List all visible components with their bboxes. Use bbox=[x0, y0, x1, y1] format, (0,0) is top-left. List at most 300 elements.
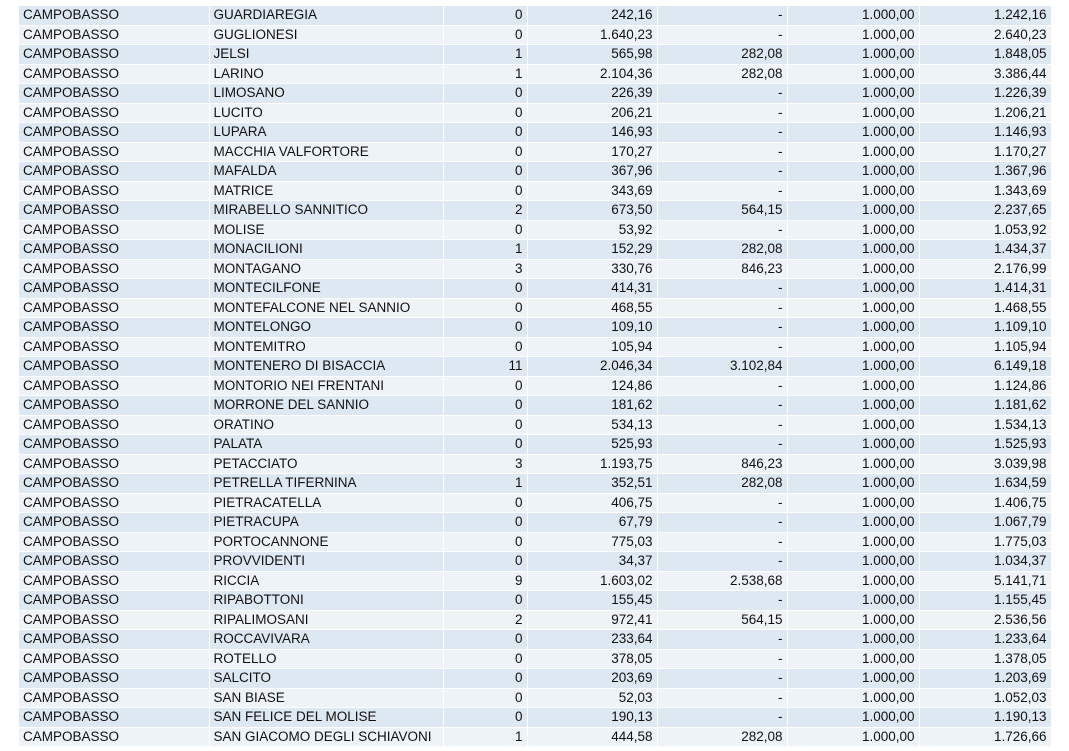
additional-amount-cell: - bbox=[657, 532, 787, 552]
province-cell: CAMPOBASSO bbox=[19, 630, 209, 650]
data-table bbox=[19, 6, 1052, 747]
count-cell: 0 bbox=[443, 279, 527, 299]
table-row bbox=[19, 25, 1051, 45]
table-row bbox=[19, 513, 1051, 533]
total-cell: 1.726,66 bbox=[919, 727, 1051, 747]
table-row bbox=[19, 201, 1051, 221]
amount-cell: 565,98 bbox=[527, 45, 657, 65]
municipality-cell: MONTELONGO bbox=[209, 318, 443, 338]
amount-cell: 525,93 bbox=[527, 435, 657, 455]
table-row bbox=[19, 64, 1051, 84]
province-cell: CAMPOBASSO bbox=[19, 669, 209, 689]
fixed-amount-cell: 1.000,00 bbox=[787, 688, 919, 708]
province-cell: CAMPOBASSO bbox=[19, 493, 209, 513]
province-cell: CAMPOBASSO bbox=[19, 435, 209, 455]
table-body bbox=[19, 6, 1051, 747]
fixed-amount-cell: 1.000,00 bbox=[787, 591, 919, 611]
table-row bbox=[19, 45, 1051, 65]
amount-cell: 146,93 bbox=[527, 123, 657, 143]
municipality-cell: GUARDIAREGIA bbox=[209, 6, 443, 25]
total-cell: 1.343,69 bbox=[919, 181, 1051, 201]
fixed-amount-cell: 1.000,00 bbox=[787, 84, 919, 104]
total-cell: 3.039,98 bbox=[919, 454, 1051, 474]
total-cell: 1.848,05 bbox=[919, 45, 1051, 65]
municipality-cell: SALCITO bbox=[209, 669, 443, 689]
total-cell: 1.534,13 bbox=[919, 415, 1051, 435]
additional-amount-cell: - bbox=[657, 630, 787, 650]
amount-cell: 2.104,36 bbox=[527, 64, 657, 84]
table-row bbox=[19, 259, 1051, 279]
count-cell: 0 bbox=[443, 591, 527, 611]
province-cell: CAMPOBASSO bbox=[19, 591, 209, 611]
total-cell: 1.203,69 bbox=[919, 669, 1051, 689]
fixed-amount-cell: 1.000,00 bbox=[787, 6, 919, 25]
additional-amount-cell: - bbox=[657, 396, 787, 416]
amount-cell: 367,96 bbox=[527, 162, 657, 182]
total-cell: 1.155,45 bbox=[919, 591, 1051, 611]
additional-amount-cell: - bbox=[657, 337, 787, 357]
amount-cell: 1.193,75 bbox=[527, 454, 657, 474]
fixed-amount-cell: 1.000,00 bbox=[787, 513, 919, 533]
province-cell: CAMPOBASSO bbox=[19, 162, 209, 182]
amount-cell: 406,75 bbox=[527, 493, 657, 513]
amount-cell: 972,41 bbox=[527, 610, 657, 630]
province-cell: CAMPOBASSO bbox=[19, 6, 209, 25]
province-cell: CAMPOBASSO bbox=[19, 337, 209, 357]
additional-amount-cell: - bbox=[657, 84, 787, 104]
amount-cell: 444,58 bbox=[527, 727, 657, 747]
total-cell: 1.109,10 bbox=[919, 318, 1051, 338]
municipality-cell: LUCITO bbox=[209, 103, 443, 123]
fixed-amount-cell: 1.000,00 bbox=[787, 201, 919, 221]
municipality-cell: RICCIA bbox=[209, 571, 443, 591]
total-cell: 1.052,03 bbox=[919, 688, 1051, 708]
table-row bbox=[19, 649, 1051, 669]
fixed-amount-cell: 1.000,00 bbox=[787, 552, 919, 572]
municipality-cell: MAFALDA bbox=[209, 162, 443, 182]
province-cell: CAMPOBASSO bbox=[19, 279, 209, 299]
additional-amount-cell: 846,23 bbox=[657, 259, 787, 279]
table-row bbox=[19, 357, 1051, 377]
amount-cell: 534,13 bbox=[527, 415, 657, 435]
province-cell: CAMPOBASSO bbox=[19, 454, 209, 474]
municipality-cell: LUPARA bbox=[209, 123, 443, 143]
count-cell: 0 bbox=[443, 532, 527, 552]
table-row bbox=[19, 376, 1051, 396]
additional-amount-cell: - bbox=[657, 6, 787, 25]
count-cell: 0 bbox=[443, 103, 527, 123]
table-row bbox=[19, 727, 1051, 747]
table-row bbox=[19, 240, 1051, 260]
municipality-cell: MACCHIA VALFORTORE bbox=[209, 142, 443, 162]
count-cell: 0 bbox=[443, 298, 527, 318]
municipality-cell: MORRONE DEL SANNIO bbox=[209, 396, 443, 416]
additional-amount-cell: 282,08 bbox=[657, 45, 787, 65]
count-cell: 0 bbox=[443, 630, 527, 650]
table-row bbox=[19, 571, 1051, 591]
fixed-amount-cell: 1.000,00 bbox=[787, 532, 919, 552]
fixed-amount-cell: 1.000,00 bbox=[787, 357, 919, 377]
province-cell: CAMPOBASSO bbox=[19, 298, 209, 318]
total-cell: 5.141,71 bbox=[919, 571, 1051, 591]
total-cell: 2.237,65 bbox=[919, 201, 1051, 221]
table-row bbox=[19, 337, 1051, 357]
province-cell: CAMPOBASSO bbox=[19, 142, 209, 162]
fixed-amount-cell: 1.000,00 bbox=[787, 435, 919, 455]
province-cell: CAMPOBASSO bbox=[19, 513, 209, 533]
table-row bbox=[19, 220, 1051, 240]
province-cell: CAMPOBASSO bbox=[19, 688, 209, 708]
total-cell: 1.181,62 bbox=[919, 396, 1051, 416]
count-cell: 9 bbox=[443, 571, 527, 591]
amount-cell: 414,31 bbox=[527, 279, 657, 299]
amount-cell: 673,50 bbox=[527, 201, 657, 221]
province-cell: CAMPOBASSO bbox=[19, 240, 209, 260]
fixed-amount-cell: 1.000,00 bbox=[787, 708, 919, 728]
additional-amount-cell: 282,08 bbox=[657, 240, 787, 260]
additional-amount-cell: 846,23 bbox=[657, 454, 787, 474]
province-cell: CAMPOBASSO bbox=[19, 571, 209, 591]
additional-amount-cell: - bbox=[657, 591, 787, 611]
municipality-cell: RIPABOTTONI bbox=[209, 591, 443, 611]
additional-amount-cell: 2.538,68 bbox=[657, 571, 787, 591]
total-cell: 1.170,27 bbox=[919, 142, 1051, 162]
count-cell: 0 bbox=[443, 318, 527, 338]
additional-amount-cell: - bbox=[657, 669, 787, 689]
municipality-cell: MONTORIO NEI FRENTANI bbox=[209, 376, 443, 396]
province-cell: CAMPOBASSO bbox=[19, 474, 209, 494]
count-cell: 3 bbox=[443, 259, 527, 279]
total-cell: 1.468,55 bbox=[919, 298, 1051, 318]
total-cell: 1.434,37 bbox=[919, 240, 1051, 260]
table-row bbox=[19, 84, 1051, 104]
total-cell: 1.367,96 bbox=[919, 162, 1051, 182]
total-cell: 1.034,37 bbox=[919, 552, 1051, 572]
count-cell: 0 bbox=[443, 84, 527, 104]
table-row bbox=[19, 142, 1051, 162]
province-cell: CAMPOBASSO bbox=[19, 396, 209, 416]
amount-cell: 2.046,34 bbox=[527, 357, 657, 377]
total-cell: 2.536,56 bbox=[919, 610, 1051, 630]
count-cell: 0 bbox=[443, 435, 527, 455]
additional-amount-cell: - bbox=[657, 493, 787, 513]
count-cell: 1 bbox=[443, 64, 527, 84]
table-row bbox=[19, 532, 1051, 552]
fixed-amount-cell: 1.000,00 bbox=[787, 259, 919, 279]
table-row bbox=[19, 630, 1051, 650]
count-cell: 0 bbox=[443, 708, 527, 728]
table-row bbox=[19, 396, 1051, 416]
count-cell: 0 bbox=[443, 415, 527, 435]
fixed-amount-cell: 1.000,00 bbox=[787, 493, 919, 513]
table-row bbox=[19, 474, 1051, 494]
total-cell: 1.067,79 bbox=[919, 513, 1051, 533]
amount-cell: 67,79 bbox=[527, 513, 657, 533]
table-row bbox=[19, 123, 1051, 143]
amount-cell: 152,29 bbox=[527, 240, 657, 260]
municipality-cell: MIRABELLO SANNITICO bbox=[209, 201, 443, 221]
fixed-amount-cell: 1.000,00 bbox=[787, 103, 919, 123]
count-cell: 0 bbox=[443, 220, 527, 240]
province-cell: CAMPOBASSO bbox=[19, 318, 209, 338]
total-cell: 1.233,64 bbox=[919, 630, 1051, 650]
total-cell: 1.378,05 bbox=[919, 649, 1051, 669]
count-cell: 1 bbox=[443, 240, 527, 260]
additional-amount-cell: - bbox=[657, 103, 787, 123]
table-row bbox=[19, 708, 1051, 728]
province-cell: CAMPOBASSO bbox=[19, 532, 209, 552]
additional-amount-cell: - bbox=[657, 279, 787, 299]
count-cell: 11 bbox=[443, 357, 527, 377]
table-row bbox=[19, 688, 1051, 708]
municipality-cell: MATRICE bbox=[209, 181, 443, 201]
fixed-amount-cell: 1.000,00 bbox=[787, 337, 919, 357]
fixed-amount-cell: 1.000,00 bbox=[787, 649, 919, 669]
count-cell: 0 bbox=[443, 142, 527, 162]
fixed-amount-cell: 1.000,00 bbox=[787, 298, 919, 318]
municipality-cell: PETACCIATO bbox=[209, 454, 443, 474]
count-cell: 3 bbox=[443, 454, 527, 474]
amount-cell: 190,13 bbox=[527, 708, 657, 728]
additional-amount-cell: - bbox=[657, 181, 787, 201]
additional-amount-cell: 3.102,84 bbox=[657, 357, 787, 377]
municipality-cell: MONTECILFONE bbox=[209, 279, 443, 299]
table-row bbox=[19, 103, 1051, 123]
table-row bbox=[19, 493, 1051, 513]
province-cell: CAMPOBASSO bbox=[19, 64, 209, 84]
fixed-amount-cell: 1.000,00 bbox=[787, 25, 919, 45]
province-cell: CAMPOBASSO bbox=[19, 25, 209, 45]
count-cell: 0 bbox=[443, 396, 527, 416]
total-cell: 1.775,03 bbox=[919, 532, 1051, 552]
total-cell: 1.206,21 bbox=[919, 103, 1051, 123]
additional-amount-cell: 282,08 bbox=[657, 474, 787, 494]
amount-cell: 468,55 bbox=[527, 298, 657, 318]
municipality-cell: SAN BIASE bbox=[209, 688, 443, 708]
municipality-cell: LIMOSANO bbox=[209, 84, 443, 104]
additional-amount-cell: 282,08 bbox=[657, 727, 787, 747]
amount-cell: 226,39 bbox=[527, 84, 657, 104]
amount-cell: 170,27 bbox=[527, 142, 657, 162]
additional-amount-cell: - bbox=[657, 435, 787, 455]
province-cell: CAMPOBASSO bbox=[19, 415, 209, 435]
count-cell: 0 bbox=[443, 649, 527, 669]
amount-cell: 343,69 bbox=[527, 181, 657, 201]
amount-cell: 52,03 bbox=[527, 688, 657, 708]
additional-amount-cell: - bbox=[657, 298, 787, 318]
additional-amount-cell: - bbox=[657, 123, 787, 143]
fixed-amount-cell: 1.000,00 bbox=[787, 45, 919, 65]
municipality-cell: MONTEMITRO bbox=[209, 337, 443, 357]
count-cell: 0 bbox=[443, 669, 527, 689]
municipality-cell: PORTOCANNONE bbox=[209, 532, 443, 552]
additional-amount-cell: 282,08 bbox=[657, 64, 787, 84]
additional-amount-cell: - bbox=[657, 318, 787, 338]
municipality-cell: PROVVIDENTI bbox=[209, 552, 443, 572]
total-cell: 1.406,75 bbox=[919, 493, 1051, 513]
count-cell: 0 bbox=[443, 337, 527, 357]
province-cell: CAMPOBASSO bbox=[19, 220, 209, 240]
additional-amount-cell: - bbox=[657, 220, 787, 240]
municipality-cell: JELSI bbox=[209, 45, 443, 65]
amount-cell: 203,69 bbox=[527, 669, 657, 689]
amount-cell: 34,37 bbox=[527, 552, 657, 572]
province-cell: CAMPOBASSO bbox=[19, 649, 209, 669]
fixed-amount-cell: 1.000,00 bbox=[787, 220, 919, 240]
additional-amount-cell: - bbox=[657, 552, 787, 572]
fixed-amount-cell: 1.000,00 bbox=[787, 64, 919, 84]
table-row bbox=[19, 162, 1051, 182]
municipality-cell: SAN GIACOMO DEGLI SCHIAVONI bbox=[209, 727, 443, 747]
count-cell: 0 bbox=[443, 123, 527, 143]
amount-cell: 352,51 bbox=[527, 474, 657, 494]
fixed-amount-cell: 1.000,00 bbox=[787, 415, 919, 435]
fixed-amount-cell: 1.000,00 bbox=[787, 396, 919, 416]
total-cell: 1.190,13 bbox=[919, 708, 1051, 728]
count-cell: 2 bbox=[443, 610, 527, 630]
additional-amount-cell: - bbox=[657, 513, 787, 533]
fixed-amount-cell: 1.000,00 bbox=[787, 474, 919, 494]
province-cell: CAMPOBASSO bbox=[19, 84, 209, 104]
municipality-cell: ROCCAVIVARA bbox=[209, 630, 443, 650]
total-cell: 1.242,16 bbox=[919, 6, 1051, 25]
amount-cell: 775,03 bbox=[527, 532, 657, 552]
province-cell: CAMPOBASSO bbox=[19, 45, 209, 65]
province-cell: CAMPOBASSO bbox=[19, 123, 209, 143]
total-cell: 1.146,93 bbox=[919, 123, 1051, 143]
province-cell: CAMPOBASSO bbox=[19, 103, 209, 123]
fixed-amount-cell: 1.000,00 bbox=[787, 376, 919, 396]
province-cell: CAMPOBASSO bbox=[19, 552, 209, 572]
additional-amount-cell: - bbox=[657, 162, 787, 182]
province-cell: CAMPOBASSO bbox=[19, 181, 209, 201]
province-cell: CAMPOBASSO bbox=[19, 610, 209, 630]
municipality-cell: MONTAGANO bbox=[209, 259, 443, 279]
table-row bbox=[19, 610, 1051, 630]
fixed-amount-cell: 1.000,00 bbox=[787, 669, 919, 689]
total-cell: 1.226,39 bbox=[919, 84, 1051, 104]
additional-amount-cell: - bbox=[657, 649, 787, 669]
fixed-amount-cell: 1.000,00 bbox=[787, 571, 919, 591]
fixed-amount-cell: 1.000,00 bbox=[787, 727, 919, 747]
total-cell: 6.149,18 bbox=[919, 357, 1051, 377]
municipality-cell: MOLISE bbox=[209, 220, 443, 240]
total-cell: 1.053,92 bbox=[919, 220, 1051, 240]
amount-cell: 1.640,23 bbox=[527, 25, 657, 45]
municipality-cell: SAN FELICE DEL MOLISE bbox=[209, 708, 443, 728]
fixed-amount-cell: 1.000,00 bbox=[787, 318, 919, 338]
fixed-amount-cell: 1.000,00 bbox=[787, 162, 919, 182]
municipality-cell: MONTEFALCONE NEL SANNIO bbox=[209, 298, 443, 318]
province-cell: CAMPOBASSO bbox=[19, 376, 209, 396]
amount-cell: 53,92 bbox=[527, 220, 657, 240]
count-cell: 0 bbox=[443, 552, 527, 572]
municipality-cell: PALATA bbox=[209, 435, 443, 455]
table-row bbox=[19, 591, 1051, 611]
total-cell: 1.525,93 bbox=[919, 435, 1051, 455]
additional-amount-cell: - bbox=[657, 142, 787, 162]
additional-amount-cell: 564,15 bbox=[657, 201, 787, 221]
municipality-cell: LARINO bbox=[209, 64, 443, 84]
municipality-cell: PIETRACATELLA bbox=[209, 493, 443, 513]
count-cell: 1 bbox=[443, 474, 527, 494]
total-cell: 1.414,31 bbox=[919, 279, 1051, 299]
amount-cell: 233,64 bbox=[527, 630, 657, 650]
additional-amount-cell: - bbox=[657, 25, 787, 45]
municipality-cell: MONTENERO DI BISACCIA bbox=[209, 357, 443, 377]
total-cell: 3.386,44 bbox=[919, 64, 1051, 84]
table-row bbox=[19, 415, 1051, 435]
municipality-cell: ROTELLO bbox=[209, 649, 443, 669]
municipality-cell: PETRELLA TIFERNINA bbox=[209, 474, 443, 494]
province-cell: CAMPOBASSO bbox=[19, 357, 209, 377]
table-row bbox=[19, 279, 1051, 299]
table-row bbox=[19, 318, 1051, 338]
province-cell: CAMPOBASSO bbox=[19, 259, 209, 279]
amount-cell: 109,10 bbox=[527, 318, 657, 338]
table-row bbox=[19, 298, 1051, 318]
province-cell: CAMPOBASSO bbox=[19, 708, 209, 728]
municipality-cell: PIETRACUPA bbox=[209, 513, 443, 533]
count-cell: 0 bbox=[443, 162, 527, 182]
additional-amount-cell: - bbox=[657, 688, 787, 708]
fixed-amount-cell: 1.000,00 bbox=[787, 454, 919, 474]
amount-cell: 155,45 bbox=[527, 591, 657, 611]
count-cell: 1 bbox=[443, 45, 527, 65]
additional-amount-cell: - bbox=[657, 708, 787, 728]
count-cell: 0 bbox=[443, 376, 527, 396]
total-cell: 1.124,86 bbox=[919, 376, 1051, 396]
municipality-cell: GUGLIONESI bbox=[209, 25, 443, 45]
province-cell: CAMPOBASSO bbox=[19, 201, 209, 221]
total-cell: 1.634,59 bbox=[919, 474, 1051, 494]
fixed-amount-cell: 1.000,00 bbox=[787, 142, 919, 162]
municipality-cell: MONACILIONI bbox=[209, 240, 443, 260]
fixed-amount-cell: 1.000,00 bbox=[787, 240, 919, 260]
count-cell: 0 bbox=[443, 181, 527, 201]
fixed-amount-cell: 1.000,00 bbox=[787, 279, 919, 299]
total-cell: 2.640,23 bbox=[919, 25, 1051, 45]
amount-cell: 242,16 bbox=[527, 6, 657, 25]
table-row bbox=[19, 669, 1051, 689]
count-cell: 0 bbox=[443, 493, 527, 513]
total-cell: 1.105,94 bbox=[919, 337, 1051, 357]
province-cell: CAMPOBASSO bbox=[19, 727, 209, 747]
count-cell: 0 bbox=[443, 25, 527, 45]
count-cell: 0 bbox=[443, 6, 527, 25]
count-cell: 1 bbox=[443, 727, 527, 747]
total-cell: 2.176,99 bbox=[919, 259, 1051, 279]
table-row bbox=[19, 435, 1051, 455]
table-row bbox=[19, 552, 1051, 572]
count-cell: 0 bbox=[443, 513, 527, 533]
count-cell: 0 bbox=[443, 688, 527, 708]
amount-cell: 1.603,02 bbox=[527, 571, 657, 591]
table-row bbox=[19, 181, 1051, 201]
additional-amount-cell: - bbox=[657, 376, 787, 396]
table-row bbox=[19, 6, 1051, 25]
municipality-cell: RIPALIMOSANI bbox=[209, 610, 443, 630]
table-row bbox=[19, 454, 1051, 474]
additional-amount-cell: - bbox=[657, 415, 787, 435]
fixed-amount-cell: 1.000,00 bbox=[787, 610, 919, 630]
fixed-amount-cell: 1.000,00 bbox=[787, 630, 919, 650]
amount-cell: 181,62 bbox=[527, 396, 657, 416]
municipality-cell: ORATINO bbox=[209, 415, 443, 435]
fixed-amount-cell: 1.000,00 bbox=[787, 181, 919, 201]
amount-cell: 330,76 bbox=[527, 259, 657, 279]
fixed-amount-cell: 1.000,00 bbox=[787, 123, 919, 143]
